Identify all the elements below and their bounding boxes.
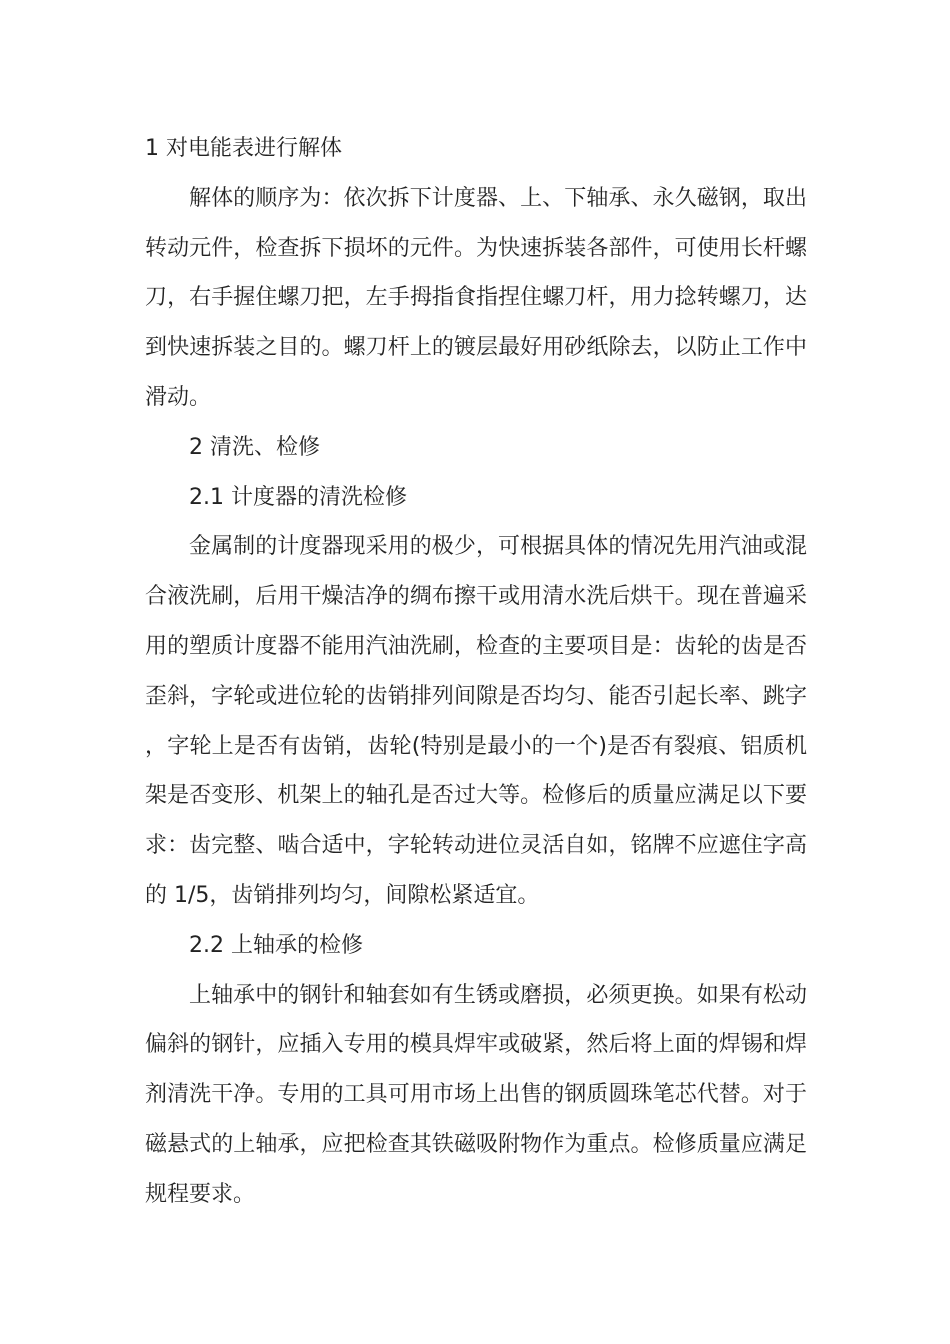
document-body bbox=[145, 124, 807, 1220]
section-heading-2: 2 清洗、检修 bbox=[189, 434, 320, 460]
body-paragraph-disassembly: 解体的顺序为：依次拆下计度器、上、下轴承、永久磁钢，取出转动元件，检查拆下损坏的元件。为快速拆装各部件，可使用长杆螺刀，右手握住螺刀把，左手拇指食指捏住螺刀杆，用力捻转螺刀，达到快速拆装之目的。螺刀杆上的镀层最好用砂纸除去，以防止工作中滑动。 bbox=[145, 185, 807, 410]
body-paragraph-register-cleaning: 金属制的计度器现采用的极少，可根据具体的情况先用汽油或混合液洗刷，后用干燥洁净的绸布擦干或用清水洗后烘干。现在普遍采用的塑质计度器不能用汽油洗刷，检查的主要项目是：齿轮的齿是否歪斜，字轮或进位轮的齿销排列间隙是否均匀、能否引起长率、跳字，字轮上是否有齿销，齿轮(特别是最小的一个)是否有裂痕、铝质机架是否变形、机架上的轴孔是否过大等。检修后的质量应满足以下要求：齿完整、啮合适中，字轮转动进位灵活自如，铭牌不应遮住字高的 1/5，齿销排列均匀，间隙松紧适宜。 bbox=[145, 534, 807, 908]
subsection-heading-2-2: 2.2 上轴承的检修 bbox=[189, 932, 363, 958]
section-heading-1: 1 对电能表进行解体 bbox=[145, 136, 342, 161]
body-paragraph-upper-bearing: 上轴承中的钢针和轴套如有生锈或磨损，必须更换。如果有松动偏斜的钢针，应插入专用的模具焊牢或破紧，然后将上面的焊锡和焊剂清洗干净。专用的工具可用市场上出售的钢质圆珠笔芯代替。对于磁悬式的上轴承，应把检查其铁磁吸附物作为重点。检修质量应满足规程要求。 bbox=[145, 982, 807, 1207]
subsection-heading-2-1: 2.1 计度器的清洗检修 bbox=[189, 484, 407, 510]
